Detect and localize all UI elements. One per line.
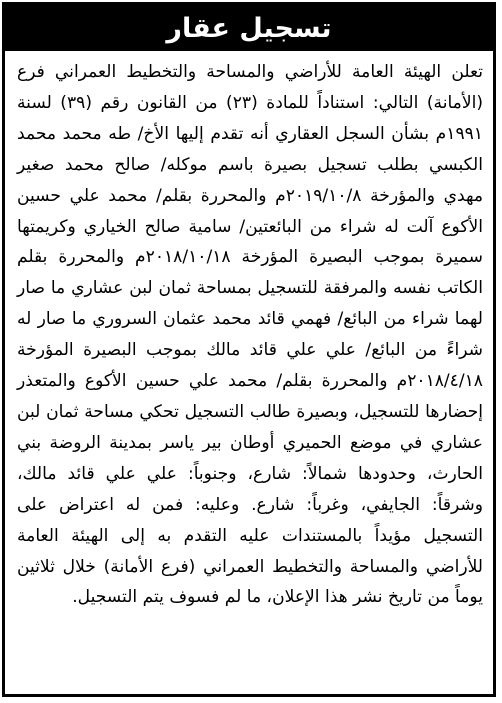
notice-box: [2, 2, 496, 697]
notice-header-bar: [5, 5, 493, 51]
notice-body-text: تعلن الهيئة العامة للأراضي والمساحة والتخطيط العمراني فرع (الأمانة) التالي: استناداً للمادة (٢٣) من القانون رقم (٣٩) لسنة ١٩٩١م بشأن السجل العقاري أنه تقدم إليها الأخ/ طه محمد محمد الكبسي بطلب تسجيل بصيرة باسم موكله/ صالح محمد صغير مهدي والمؤرخة ٢٠١٩/١٠/٨م والمحررة بقلم/ محمد علي حسين الأكوع آلت له شراء من البائعتين/ سامية صالح الخياري وكريمتها سميرة بموجب البصيرة المؤرخة ٢٠١٨/١٠/١٨م والمحررة بقلم الكاتب نفسه والمرفقة للتسجيل بمساحة ثمان لبن عشاري ما صار لهما شراء من البائع/ فهمي قائد محمد عثمان السروري ما صار له شراءً من البائع/ علي علي قائد مالك بموجب البصيرة المؤرخة ٢٠١٨/٤/١٨م والمحررة بقلم/ محمد علي حسين الأكوع والمتعذر إحضارها للتسجيل، وبصيرة طالب التسجيل تحكي مساحة ثمان لبن عشاري في موضع الحميري أوطان بير ياسر بمدينة الروضة بني الحارث، وحدودها شمالاً: شارع، وجنوباً: علي علي قائد مالك، وشرقاً: الجايفي، وغرباً: شارع. وعليه: فمن له اعتراض على التسجيل مؤيداً بالمستندات عليه التقدم به إلى الهيئة العامة للأراضي والمساحة والتخطيط العمراني (فرع الأمانة) خلال ثلاثين يوماً من تاريخ نشر هذا الإعلان، ما لم فسوف يتم التسجيل.: [17, 62, 484, 608]
notice-title: تسجيل عقار: [166, 12, 332, 44]
